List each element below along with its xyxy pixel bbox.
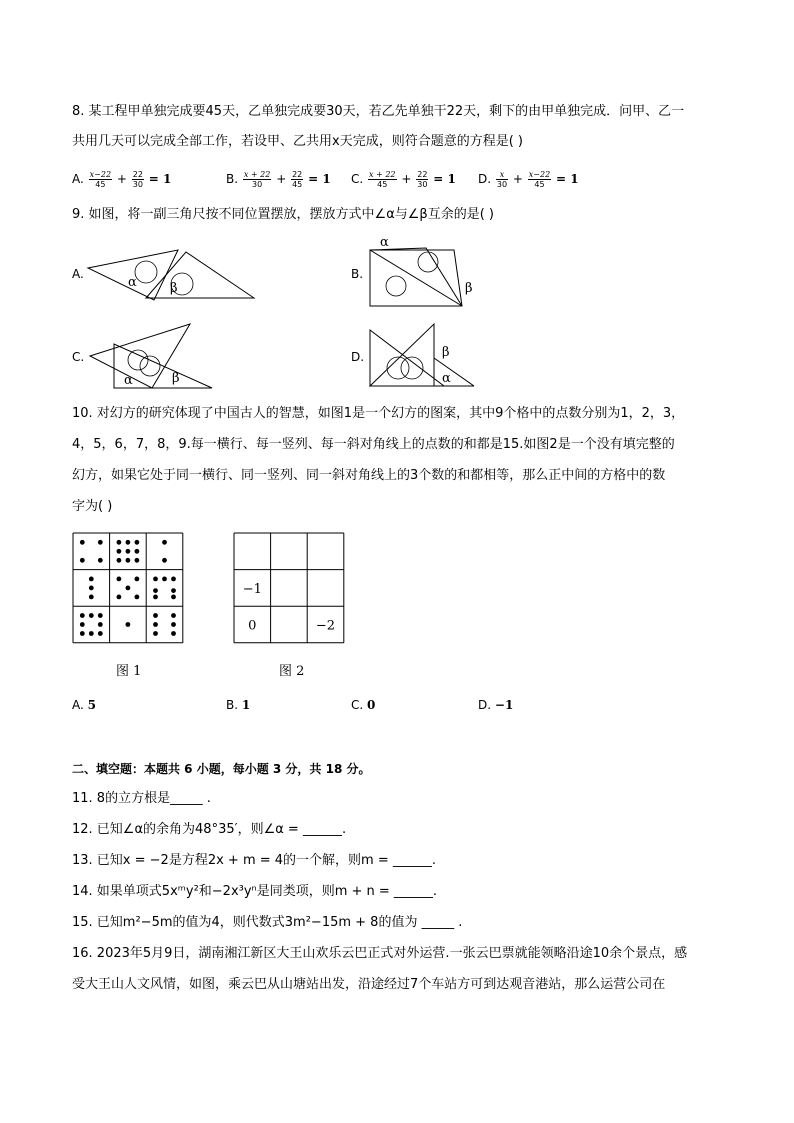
q10-line2: 4，5，6，7，8，9.每一横行、每一竖列、每一斜对角线上的点数的和都是15.如图2是一个没有填完整的 [72, 437, 675, 452]
alpha-label: α [124, 373, 133, 388]
dot [171, 622, 176, 627]
fraction: $\frac{x-22}{45}$ [89, 170, 112, 189]
dot [126, 540, 131, 545]
alpha-label: α [380, 235, 389, 250]
dot [98, 631, 103, 636]
dot [117, 595, 122, 600]
alpha-label: α [128, 275, 137, 290]
dot [80, 631, 85, 636]
q15: 15. 已知m²−5m的值为4，则代数式3m²−15m + 8的值为 _____ . [72, 915, 463, 930]
dot [98, 622, 103, 627]
q9-option-d-label[interactable]: D. [351, 350, 365, 364]
q8-option-c[interactable]: C. $\frac{x + 22}{45}$ + $\frac{22}{30}$ = 1 [351, 170, 456, 189]
dot [89, 586, 94, 591]
cell-value: −1 [242, 581, 262, 597]
q9-option-a-label[interactable]: A. [72, 267, 84, 281]
fraction: $\frac{x + 22}{45}$ [369, 170, 396, 189]
option-label: D. [478, 172, 492, 186]
dot [135, 577, 140, 582]
dot [126, 622, 131, 627]
section-heading: 二、填空题：本题共 6 小题，每小题 3 分，共 18 分。 [72, 762, 371, 776]
q10-option-b[interactable]: B. 1 [226, 698, 251, 712]
beta-label: β [442, 345, 450, 360]
dot [126, 586, 131, 591]
dot [80, 622, 85, 627]
q8-line2: 共用几天可以完成全部工作，若设甲、乙共用x天完成，则符合题意的方程是( ) [72, 134, 523, 149]
q9-figure-d [366, 320, 478, 390]
dot [98, 613, 103, 618]
dot [80, 558, 85, 563]
dot [89, 613, 94, 618]
q14: 14. 如果单项式5xᵐy²和−2x³yⁿ是同类项，则m + n = ______. [72, 884, 438, 899]
dot [135, 540, 140, 545]
dot [162, 558, 167, 563]
dot [153, 595, 158, 600]
option-label: A. [72, 172, 84, 186]
dot [117, 549, 122, 554]
dot [171, 595, 176, 600]
dot [171, 631, 176, 636]
dot [135, 558, 140, 563]
fraction: $\frac{x + 22}{30}$ [243, 170, 271, 189]
figure-1-caption: 图 1 [116, 664, 142, 679]
dot [153, 622, 158, 627]
q9-option-c-label[interactable]: C. [72, 350, 85, 364]
magic-square-figure-1 [72, 532, 184, 644]
dot [89, 631, 94, 636]
dot [171, 613, 176, 618]
q8-option-d[interactable]: D. $\frac{x}{30}$ + $\frac{x-22}{45}$ = 1 [478, 170, 579, 189]
dot [117, 577, 122, 582]
fraction: $\frac{x-22}{45}$ [528, 170, 551, 189]
cell-value: −2 [315, 618, 336, 634]
figure-2-caption: 图 2 [279, 664, 305, 679]
dot [153, 613, 158, 618]
option-label: B. [226, 172, 239, 186]
dot [135, 595, 140, 600]
dot [171, 588, 176, 593]
q9-figure-a [86, 240, 256, 302]
fraction: $\frac{22}{30}$ [132, 170, 143, 189]
magic-square-figure-2 [233, 532, 345, 644]
q10-option-a[interactable]: A. 5 [72, 698, 96, 712]
dot [126, 558, 131, 563]
q9-figure-c [86, 320, 216, 392]
alpha-label: α [442, 371, 451, 386]
fraction: $\frac{22}{30}$ [417, 170, 428, 189]
dot [162, 540, 167, 545]
dot [98, 540, 103, 545]
dot [117, 540, 122, 545]
q8-option-b[interactable]: B. $\frac{x + 22}{30}$ + $\frac{22}{45}$ = 1 [226, 170, 331, 189]
cell-value: 0 [248, 618, 257, 634]
option-label: C. [351, 172, 364, 186]
dot [80, 540, 85, 545]
beta-label: β [465, 281, 473, 296]
beta-label: β [172, 371, 180, 386]
q10-line3: 幻方，如果它处于同一横行、同一竖列、同一斜对角线上的3个数的和都相等，那么正中间的方格中的数 [72, 468, 666, 483]
dot [80, 613, 85, 618]
fraction: $\frac{x}{30}$ [496, 170, 508, 189]
dot [117, 558, 122, 563]
fraction: $\frac{22}{45}$ [292, 170, 303, 189]
q9-figure-b [366, 232, 478, 308]
q9-text: 9. 如图，将一副三角尺按不同位置摆放，摆放方式中∠α与∠β互余的是( ) [72, 207, 494, 222]
q10-option-d[interactable]: D. −1 [478, 698, 514, 712]
dot [89, 595, 94, 600]
q11: 11. 8的立方根是_____ . [72, 791, 211, 806]
dot [153, 577, 158, 582]
beta-label: β [170, 281, 178, 296]
dot [89, 577, 94, 582]
dot [135, 549, 140, 554]
q16-line1: 16. 2023年5月9日，湖南湘江新区大王山欢乐云巴正式对外运营.一张云巴票就能领略沿途10余个景点，感 [72, 946, 688, 961]
q10-line4: 字为( ) [72, 499, 113, 514]
dot [153, 631, 158, 636]
dot [98, 558, 103, 563]
dot [153, 588, 158, 593]
q9-option-b-label[interactable]: B. [351, 267, 364, 281]
dot [171, 577, 176, 582]
q12: 12. 已知∠α的余角为48°35′，则∠α = ______. [72, 822, 347, 837]
dot [162, 577, 167, 582]
q10-option-c[interactable]: C. 0 [351, 698, 376, 712]
q13: 13. 已知x = −2是方程2x + m = 4的一个解，则m = ______. [72, 853, 436, 868]
dot [126, 549, 131, 554]
q8-line1: 8. 某工程甲单独完成要45天，乙单独完成要30天，若乙先单独干22天，剩下的由甲单独完成．问甲、乙一 [72, 104, 685, 119]
q16-line2: 受大王山人文风情，如图，乘云巴从山塘站出发，沿途经过7个车站方可到达观音港站，那么运营公司在 [72, 977, 666, 992]
q8-option-a[interactable]: A. $\frac{x-22}{45}$ + $\frac{22}{30}$ = 1 [72, 170, 172, 189]
q10-line1: 10. 对幻方的研究体现了中国古人的智慧，如图1是一个幻方的图案，其中9个格中的点数分别为1，2，3， [72, 406, 685, 421]
